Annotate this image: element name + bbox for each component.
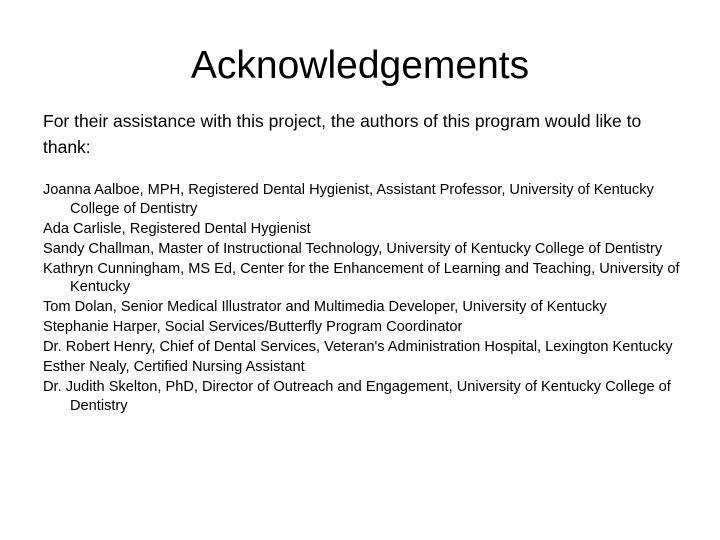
list-item: Esther Nealy, Certified Nursing Assistant bbox=[43, 359, 305, 375]
slide-title: Acknowledgements bbox=[190, 44, 530, 87]
list-item: Joanna Aalboe, MPH, Registered Dental Hygienist, Assistant Professor, University of Kentucky College of Dentistry bbox=[43, 182, 654, 217]
intro-text: For their assistance with this project, the authors of this program would like to thank: bbox=[43, 111, 642, 157]
list-item: Ada Carlisle, Registered Dental Hygienist bbox=[43, 220, 311, 237]
list-item: Dr. Judith Skelton, PhD, Director of Outreach and Engagement, University of Kentucky College of Dentistry bbox=[43, 379, 671, 414]
acknowledgement-list bbox=[43, 181, 683, 417]
list-item: Sandy Challman, Master of Instructional Technology, University of Kentucky College of Dentistry bbox=[43, 240, 663, 257]
list-item: Stephanie Harper, Social Services/Butterfly Program Coordinator bbox=[43, 319, 463, 335]
list-item: Kathryn Cunningham, MS Ed, Center for the Enhancement of Learning and Teaching, University of Kentucky bbox=[43, 260, 680, 295]
list-item: Tom Dolan, Senior Medical Illustrator and Multimedia Developer, University of Kentucky bbox=[43, 299, 607, 315]
list-item: Dr. Robert Henry, Chief of Dental Services, Veteran's Administration Hospital, Lexington Kentucky bbox=[43, 339, 673, 355]
